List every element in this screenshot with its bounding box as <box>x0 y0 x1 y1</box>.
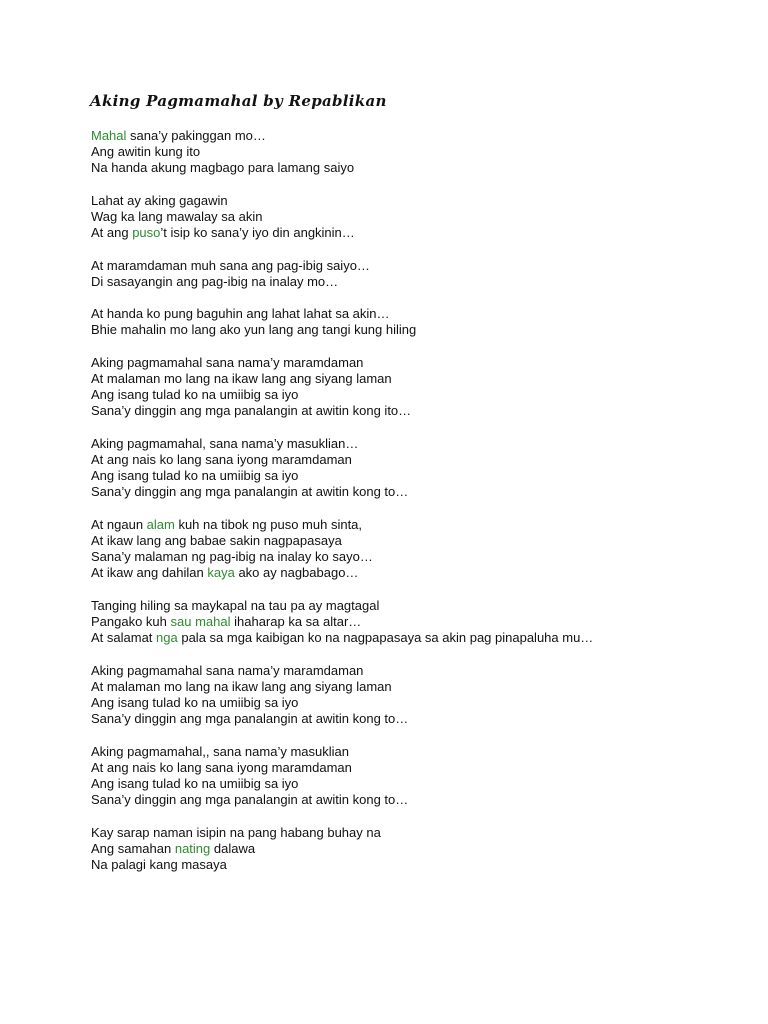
stanza <box>91 598 751 647</box>
lyric-line <box>91 776 751 792</box>
lyric-line <box>91 533 751 549</box>
lyric-text: kuh na tibok ng puso muh sinta, <box>174 516 363 532</box>
lyric-text: pala sa mga kaibigan ko na nagpapasaya sa akin pag pinapaluha mu… <box>177 630 594 646</box>
stanza <box>91 128 751 177</box>
lyric-line <box>91 792 751 808</box>
song-title: Aking Pagmamahal by Repablikan <box>90 92 387 110</box>
lyric-text: Sana’y malaman ng pag-ibig na inalay ko sayo… <box>91 549 373 565</box>
lyric-line <box>91 760 751 776</box>
lyric-text: Sana’y dinggin ang mga panalangin at awitin kong ito… <box>91 403 412 419</box>
lyric-line <box>91 387 751 403</box>
lyric-text: Ang isang tulad ko na umiibig sa iyo <box>91 775 299 791</box>
lyric-line <box>91 193 751 209</box>
lyric-line <box>91 209 751 225</box>
highlighted-word: sau mahal <box>170 613 231 629</box>
lyric-text: Ang samahan <box>91 840 175 856</box>
lyric-line <box>91 614 751 630</box>
lyric-text: Aking pagmamahal, sana nama’y masuklian… <box>91 435 359 451</box>
lyric-line <box>91 841 751 857</box>
lyric-text: Wag ka lang mawalay sa akin <box>91 209 263 224</box>
lyric-line <box>91 306 751 322</box>
lyric-text: Ang isang tulad ko na umiibig sa iyo <box>91 468 299 484</box>
lyric-text: Ang isang tulad ko na umiibig sa iyo <box>91 694 299 710</box>
lyric-line <box>91 403 751 419</box>
lyric-text: Aking pagmamahal sana nama’y maramdaman <box>91 354 364 370</box>
lyric-text: At ikaw lang ang babae sakin nagpapasaya <box>91 532 342 548</box>
lyric-line <box>91 274 751 290</box>
highlighted-word: alam <box>146 516 175 532</box>
lyric-line <box>91 598 751 614</box>
lyric-text: Sana’y dinggin ang mga panalangin at awitin kong to… <box>91 484 409 500</box>
lyric-text: sana’y pakinggan mo… <box>126 128 266 143</box>
stanza <box>91 306 751 338</box>
lyric-line <box>91 549 751 565</box>
lyric-text: Tanging hiling sa maykapal na tau pa ay magtagal <box>91 597 380 613</box>
lyric-line <box>91 322 751 338</box>
lyric-line <box>91 630 751 646</box>
lyric-line <box>91 144 751 160</box>
lyric-line <box>91 452 751 468</box>
lyric-text: Kay sarap naman isipin na pang habang buhay na <box>91 824 381 840</box>
lyric-text: Na palagi kang masaya <box>91 856 227 872</box>
lyric-text: Lahat ay aking gagawin <box>91 192 228 208</box>
lyric-text: At ngaun <box>91 516 147 532</box>
highlighted-word: Mahal <box>91 128 127 143</box>
lyric-line <box>91 711 751 727</box>
lyric-line <box>91 679 751 695</box>
stanza <box>91 436 751 501</box>
stanza <box>91 825 751 874</box>
highlighted-word: nating <box>174 840 211 856</box>
lyric-line <box>91 857 751 873</box>
highlighted-word: puso <box>132 225 161 241</box>
lyric-text: Ang isang tulad ko na umiibig sa iyo <box>91 387 299 403</box>
highlighted-word: kaya <box>207 565 235 581</box>
lyric-text: At malaman mo lang na ikaw lang ang siyang laman <box>91 678 392 694</box>
lyric-text: Pangako kuh <box>91 613 171 629</box>
stanza <box>91 193 751 242</box>
lyric-text: At ang nais ko lang sana iyong maramdaman <box>91 451 352 467</box>
stanza <box>91 663 751 728</box>
lyric-text: ako ay nagbabago… <box>234 565 359 581</box>
lyric-line <box>91 128 751 144</box>
stanza <box>91 744 751 809</box>
lyric-text: At ang <box>91 225 133 241</box>
lyric-text: ihaharap ka sa altar… <box>230 613 362 629</box>
lyric-text: At maramdaman muh sana ang pag-ibig saiyo… <box>91 257 370 273</box>
stanza <box>91 517 751 582</box>
lyric-text: At salamat <box>91 630 157 646</box>
lyric-line <box>91 436 751 452</box>
lyric-text: dalawa <box>210 840 256 856</box>
lyric-text: At handa ko pung baguhin ang lahat lahat sa akin… <box>91 306 390 322</box>
lyric-text: Na handa akung magbago para lamang saiyo <box>91 160 355 176</box>
lyric-text: Ang awitin kung ito <box>91 144 201 160</box>
lyric-line <box>91 565 751 581</box>
lyric-text: Sana’y dinggin ang mga panalangin at awitin kong to… <box>91 792 409 808</box>
lyrics-body <box>91 128 751 889</box>
lyric-line <box>91 225 751 241</box>
highlighted-word: nga <box>156 630 178 646</box>
lyric-text: ’t isip ko sana’y iyo din angkinin… <box>160 225 355 241</box>
lyric-line <box>91 468 751 484</box>
lyric-line <box>91 160 751 176</box>
lyric-line <box>91 695 751 711</box>
lyric-line <box>91 825 751 841</box>
lyric-text: Aking pagmamahal,, sana nama’y masuklian <box>91 743 349 759</box>
lyric-text: At malaman mo lang na ikaw lang ang siyang laman <box>91 370 392 386</box>
lyric-line <box>91 484 751 500</box>
lyric-text: Sana’y dinggin ang mga panalangin at awitin kong to… <box>91 711 409 727</box>
lyric-text: At ikaw ang dahilan <box>91 565 208 581</box>
lyric-text: Bhie mahalin mo lang ako yun lang ang tangi kung hiling <box>91 322 417 338</box>
lyric-line <box>91 371 751 387</box>
lyric-text: Aking pagmamahal sana nama’y maramdaman <box>91 662 364 678</box>
stanza <box>91 355 751 420</box>
lyric-line <box>91 663 751 679</box>
lyric-line <box>91 517 751 533</box>
lyric-text: At ang nais ko lang sana iyong maramdaman <box>91 759 352 775</box>
stanza <box>91 258 751 290</box>
lyric-line <box>91 355 751 371</box>
lyric-text: Di sasayangin ang pag-ibig na inalay mo… <box>91 273 339 289</box>
lyric-line <box>91 744 751 760</box>
lyric-line <box>91 258 751 274</box>
